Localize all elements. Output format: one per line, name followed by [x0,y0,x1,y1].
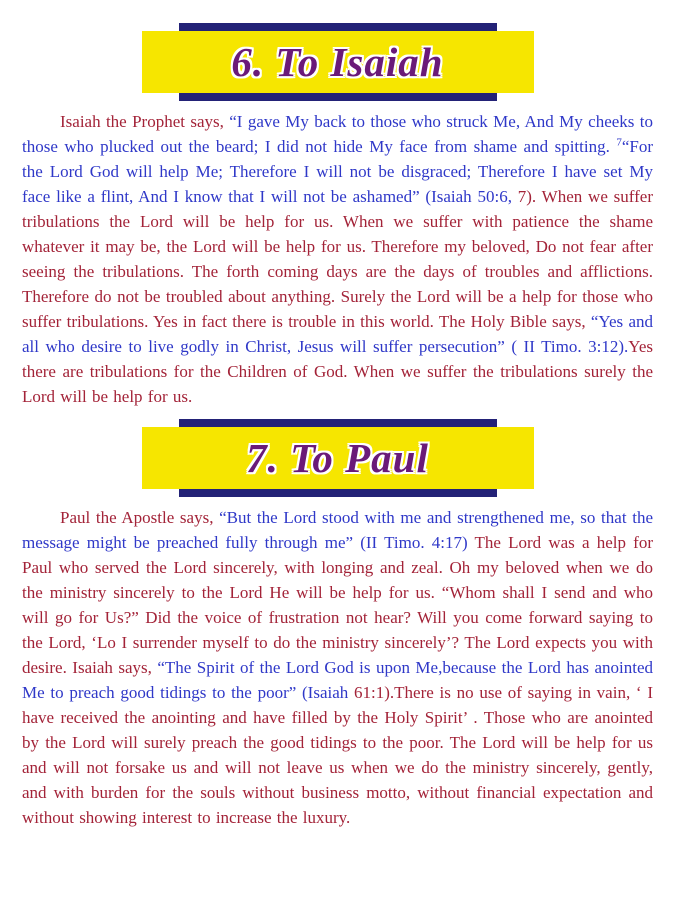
scripture-quote-text: “For the Lord God will help Me; Therefore I will not be disgraced; Therefore I have set My face like a flint, And I know that I will not be ashamed” (Isaiah 50:6, [22,137,653,206]
commentary-text: Yes there are tribulations for the Children of God. When we suffer the tribulations surely the Lord will be help for us. [22,337,653,406]
commentary-text: 61:1).There is no use of saying in vain, ‘ I have received the anointing and have filled by the Holy Spirit’ . Those who are anointed by the Lord will surely preach the good tidings to the poor. The Lord will be help for us and will not forsake us and will not leave us when we do the ministry sincerely, gently, and with burden for the souls without business motto, without financial expectation and without showing interest to increase the luxury. [22,683,653,827]
scripture-quote-text: 7 [616,136,622,149]
commentary-text: 7). When we suffer tribulations the Lord will be help for us. When we suffer with patience the shame whatever it may be, the Lord will be help for us. Therefore my beloved, Do not fear after seeing the tribulations. The forth coming days are the days of troubles and afflictions. Therefore do not be troubled about anything. Surely the Lord will be a help for those who suffer tribulations. Yes in fact there is trouble in this world. The Holy Bible says, [22,187,653,331]
scripture-quote-text: “Yes and all who desire to live godly in Christ, Jesus will suffer persecution” ( II Timo. 3:12). [22,312,653,356]
section-heading-isaiah: 6. To Isaiah [231,39,444,85]
scripture-quote-text: “But the Lord stood with me and strengthened me, so that the message might be preached fully through me” (II Timo. 4:17) [22,508,653,552]
banner-top-bar [179,23,497,31]
banner-bottom-bar [179,489,497,497]
banner-plate [142,31,534,93]
commentary-text: The Lord was a help for Paul who served the Lord sincerely, with longing and zeal. Oh my beloved when we do the ministry sincerely to the Lord He will be help for us. “Whom shall I send and who will go for Us?” Did the voice of frustration not hear? Will you come forward saying to the Lord, ‘Lo I surrender myself to do the ministry sincerely’? The Lord expects you with desire. Isaiah says, [22,533,653,677]
commentary-text: Paul the Apostle says, [60,508,220,527]
paragraph-paul [22,505,653,830]
scripture-quote-text: “I gave My back to those who struck Me, And My cheeks to those who plucked out the beard; I did not hide My face from shame and spitting. [22,112,653,156]
banner-plate [142,427,534,489]
section-heading-paul: 7. To Paul [246,435,429,481]
paragraph-isaiah [22,109,653,409]
commentary-text: Isaiah the Prophet says, [60,112,230,131]
banner-bottom-bar [179,93,497,101]
banner-top-bar [179,419,497,427]
scripture-quote-text: “The Spirit of the Lord God is upon Me,because the Lord has anointed Me to preach good tidings to the poor” (Isaiah [22,658,653,702]
section-banner-isaiah [22,23,653,101]
section-banner-paul [22,419,653,497]
